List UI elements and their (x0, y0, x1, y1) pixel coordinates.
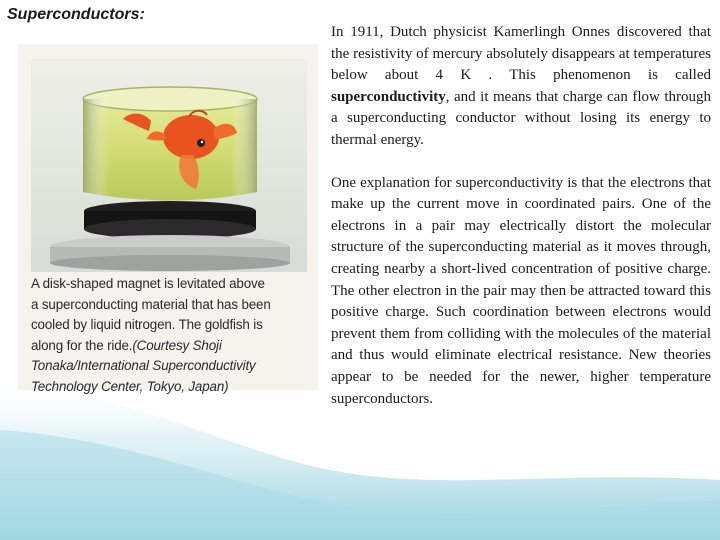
caption-credit: Tonaka/International Superconductivity (31, 358, 256, 373)
figure-caption (31, 274, 311, 397)
paragraph-history (331, 22, 711, 152)
caption-line: a superconducting material that has been (31, 296, 271, 312)
paragraph-history-after: , and it means that charge can flow through a superconducting conductor without losing its energy to thermal energy. (331, 88, 711, 148)
paragraph-explanation: One explanation for superconductivity is that the electrons that make up the current move in coordinated pairs. One of the electrons in a pair may electrically distort the molecular structure of the superconducting material as it moves through, creating nearby a short-lived concentration of positive charge. The other electron in the pair may then be attracted toward this positive charge. Such coordination between electrons would prevent them from colliding with the molecules of the material and thus would eliminate electrical resistance. New theories appear to be needed for the newer, higher temperature superconductors. (331, 174, 711, 407)
slide-title: Superconductors: (7, 6, 145, 23)
key-term: superconductivity (331, 88, 446, 105)
body-text (331, 22, 711, 431)
caption-line: cooled by liquid nitrogen. The goldfish is (31, 317, 263, 332)
caption-credit: (Courtesy Shoji (132, 337, 222, 353)
paragraph-history-before: In 1911, Dutch physicist Kamerlingh Onnes discovered that the resistivity of mercury absolutely disappears at temperatures below about 4 K . This phenomenon is called (331, 24, 711, 84)
figure-panel (18, 44, 318, 394)
caption-line: A disk-shaped magnet is levitated above (31, 276, 265, 291)
goldfish-bowl-photo (31, 59, 307, 272)
caption-line: along for the ride. (31, 337, 133, 353)
caption-credit: Technology Center, Tokyo, Japan) (31, 378, 229, 394)
